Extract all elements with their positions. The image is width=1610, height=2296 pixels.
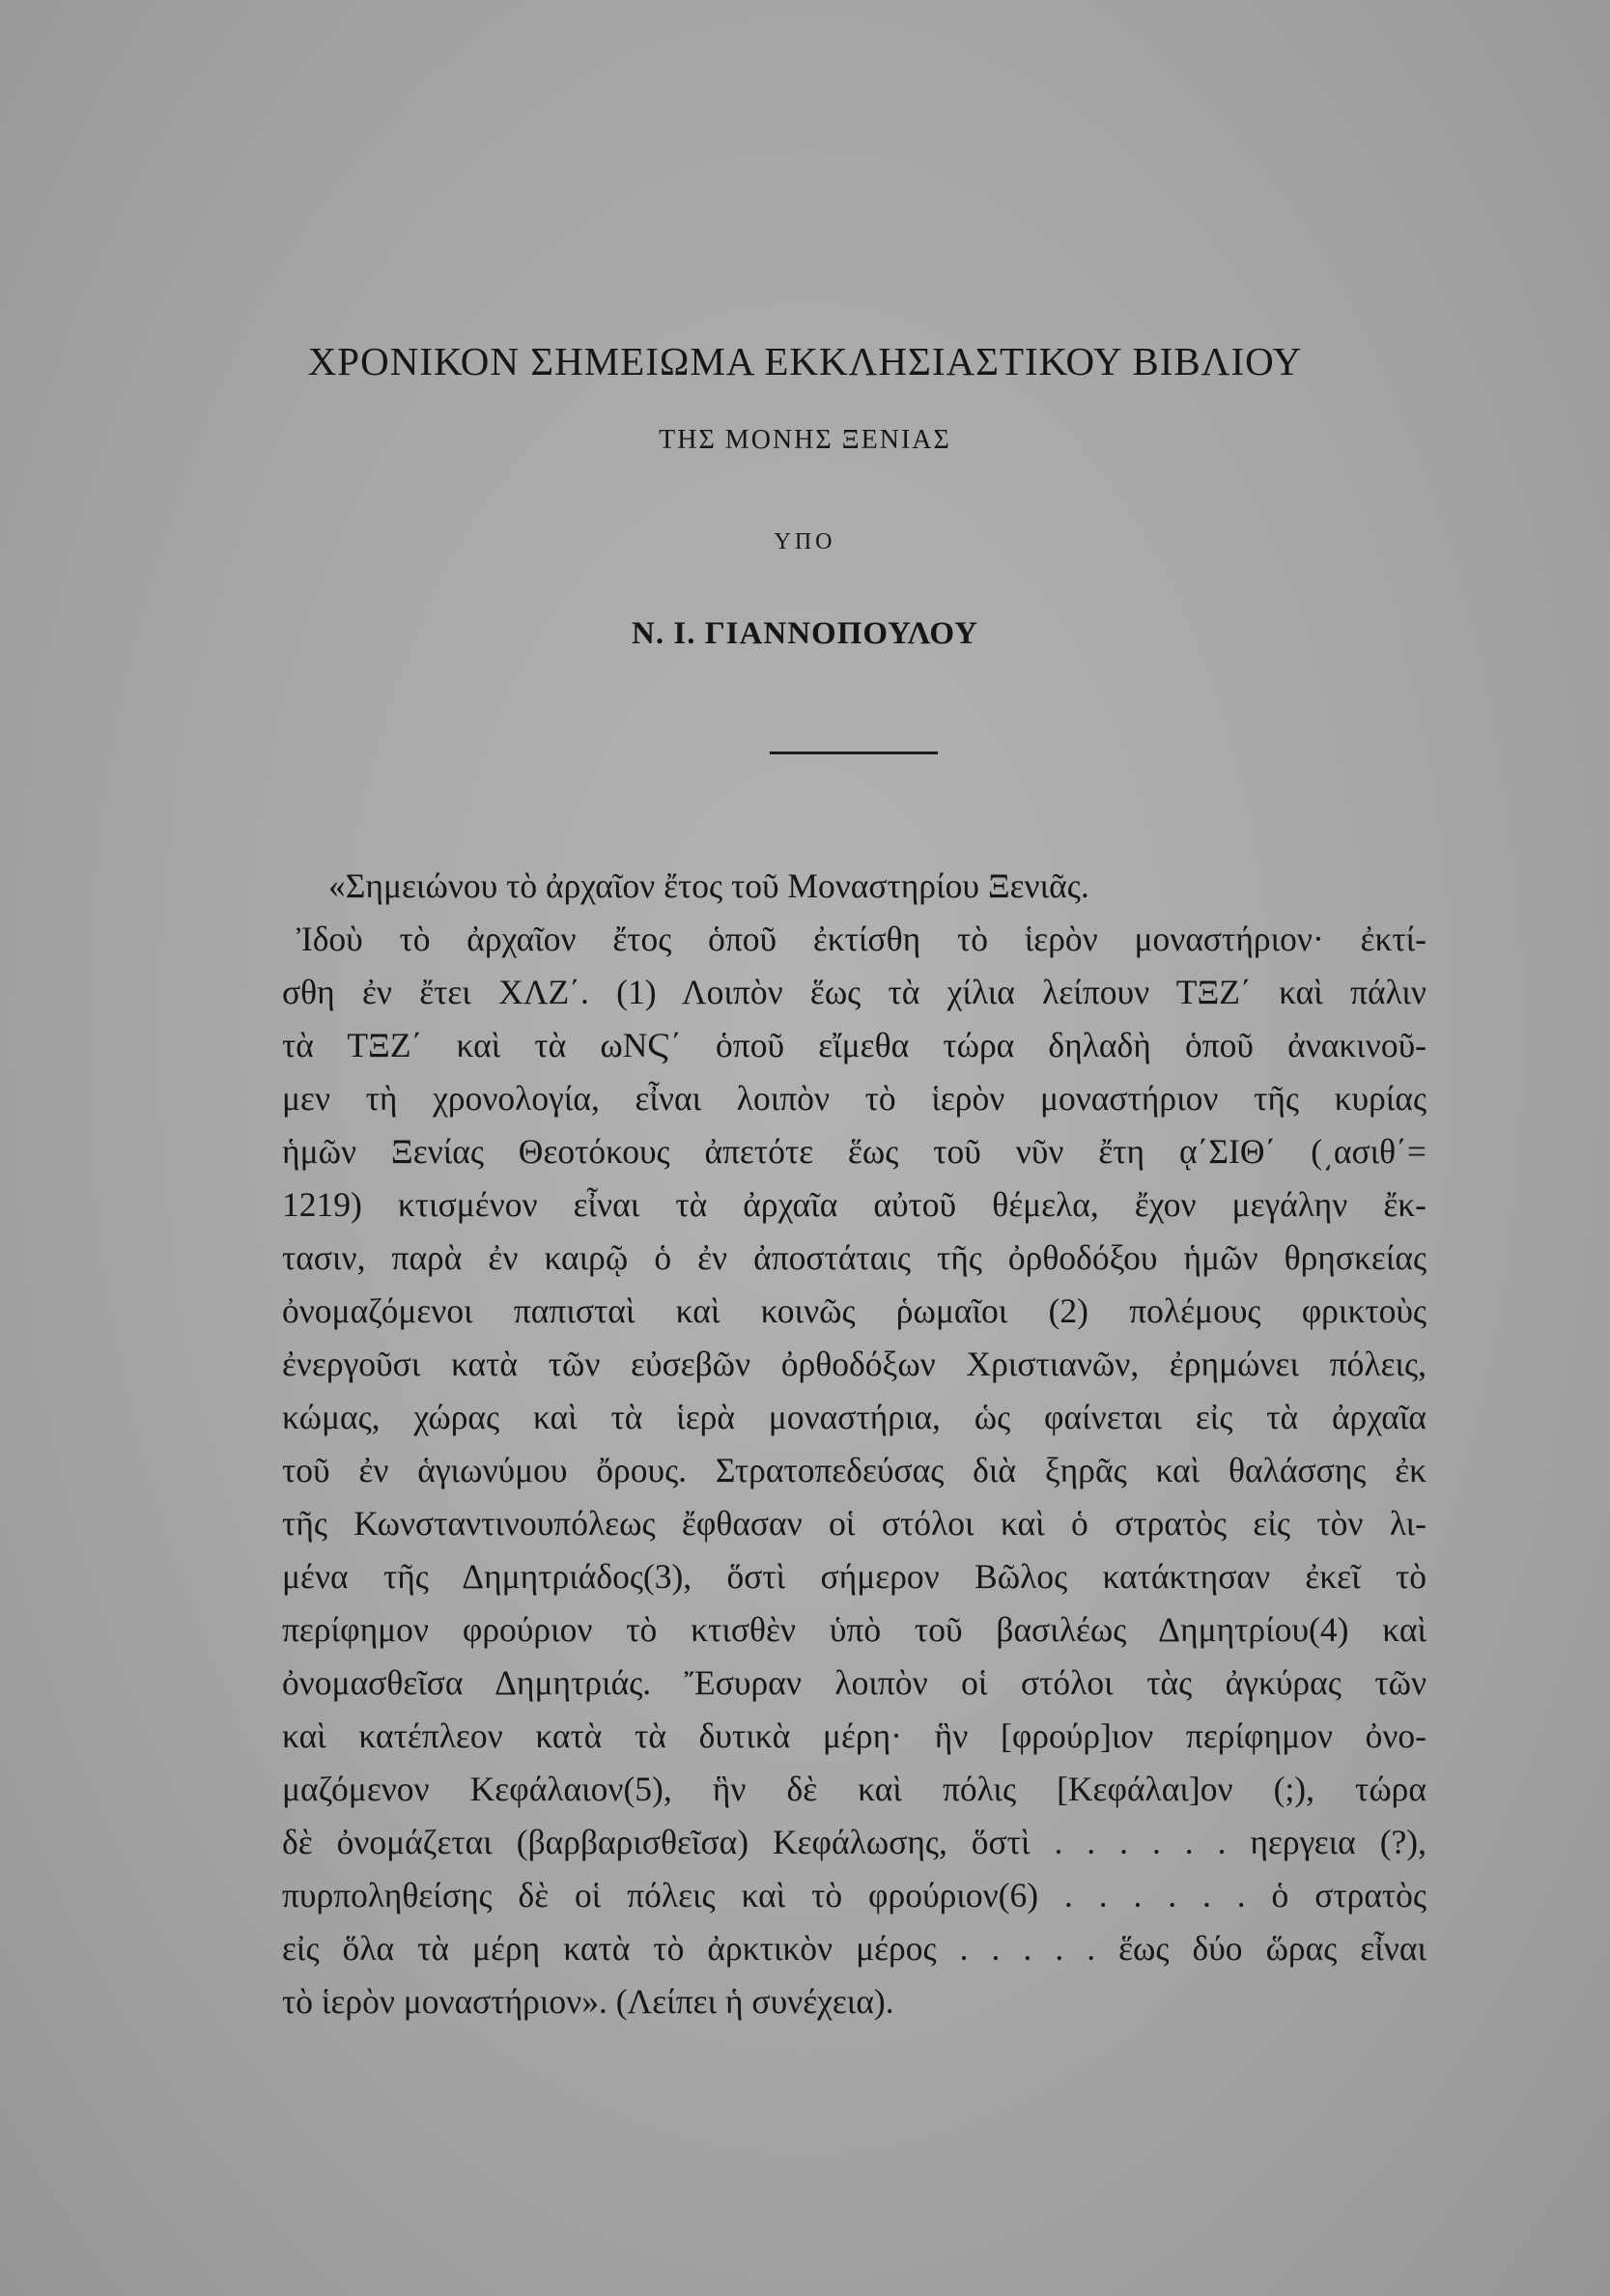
text-line: μένα τῆς Δημητριάδος(3), ὅστὶ σήμερον Βῶλος κατάκτησαν ἐκεῖ τὸ (282, 1557, 1426, 1596)
text-line: 1219) κτισμένον εἶναι τὰ ἀρχαῖα αὐτοῦ θέμελα, ἔχον μεγάλην ἔκ- (282, 1185, 1426, 1224)
text-line: τοῦ ἐν ἁγιωνύμου ὄρους. Στρατοπεδεύσας διὰ ξηρᾶς καὶ θαλάσσης ἐκ (282, 1451, 1426, 1489)
text-line: ὀνομασθεῖσα Δημητριάς. Ἔσυραν λοιπὸν οἱ στόλοι τὰς ἀγκύρας τῶν (282, 1663, 1426, 1702)
text-line: ὀνομαζόμενοι παπισταὶ καὶ κοινῶς ῥωμαῖοι (2) πολέμους φρικτοὺς (282, 1291, 1426, 1330)
text-line: μαζόμενον Κεφάλαιον(5), ἣν δὲ καὶ πόλις [Κεφάλαι]ον (;), τώρα (282, 1770, 1426, 1808)
text-line: μεν τὴ χρονολογία, εἶναι λοιπὸν τὸ ἱερὸν μοναστήριον τῆς κυρίας (282, 1079, 1426, 1118)
author-name: Ν. Ι. ΓΙΑΝΝΟΠΟΥΛΟΥ (632, 616, 978, 651)
text-line: τὸ ἱερὸν μοναστήριον». (Λείπει ἡ συνέχεια). (282, 1982, 894, 2021)
text-line: τὰ ΤΞΖ΄ καὶ τὰ ωΝϚ΄ ὁποῦ εἴμεθα τώρα δηλαδὴ ὁποῦ ἀνακινοῦ- (282, 1026, 1426, 1064)
document-title: ΧΡΟΝΙΚΟΝ ΣΗΜΕΙΩΜΑ ΕΚΚΛΗΣΙΑΣΤΙΚΟΥ ΒΙΒΛΙΟΥ (307, 339, 1303, 383)
body-text (282, 860, 1426, 2028)
text-line: σθη ἐν ἔτει ΧΛΖ΄. (1) Λοιπὸν ἕως τὰ χίλια λείπουν ΤΞΖ΄ καὶ πάλιν (282, 973, 1426, 1011)
text-line: τῆς Κωνσταντινουπόλεως ἔφθασαν οἱ στόλοι καὶ ὁ στρατὸς εἰς τὸν λι- (282, 1504, 1426, 1543)
text-line: ἡμῶν Ξενίας Θεοτόκους ἀπετότε ἕως τοῦ νῦν ἔτη ᾳ΄ΣΙΘ΄ (͵ασιθ΄= (282, 1132, 1426, 1171)
text-line: καὶ κατέπλεον κατὰ τὰ δυτικὰ μέρη· ἣν [φρούρ]ιον περίφημον ὀνο- (282, 1716, 1426, 1755)
text-line: περίφημον φρούριον τὸ κτισθὲν ὑπὸ τοῦ βασιλέως Δημητρίου(4) καὶ (282, 1610, 1426, 1649)
text-line: «Σημειώνου τὸ ἀρχαῖον ἔτος τοῦ Μοναστηρίου Ξενιᾶς. (328, 866, 1089, 905)
text-line: εἰς ὅλα τὰ μέρη κατὰ τὸ ἀρκτικὸν μέρος . . . . . ἕως δύο ὥρας εἶναι (282, 1929, 1426, 1968)
document-subtitle: ΤΗΣ ΜΟΝΗΣ ΞΕΝΙΑΣ (659, 425, 951, 455)
text-line: πυρποληθείσης δὲ οἱ πόλεις καὶ τὸ φρούριον(6) . . . . . . ὁ στρατὸς (282, 1876, 1426, 1914)
text-line: ἐνεργοῦσι κατὰ τῶν εὐσεβῶν ὀρθοδόξων Χριστιανῶν, ἐρημώνει πόλεις, (282, 1345, 1426, 1383)
text-line: κώμας, χώρας καὶ τὰ ἱερὰ μοναστήρια, ὡς φαίνεται εἰς τὰ ἀρχαῖα (282, 1398, 1426, 1436)
byline-label: ΥΠΟ (774, 529, 836, 554)
text-line: Ἰδοὺ τὸ ἀρχαῖον ἔτος ὁποῦ ἐκτίσθη τὸ ἱερὸν μοναστήριον· ἐκτί- (297, 920, 1426, 958)
text-line: τασιν, παρὰ ἐν καιρῷ ὁ ἐν ἀποστάταις τῆς ὀρθοδόξου ἡμῶν θρησκείας (282, 1238, 1426, 1277)
text-line: δὲ ὀνομάζεται (βαρβαρισθεῖσα) Κεφάλωσης, ὅστὶ . . . . . . ηεργεια (?), (282, 1823, 1426, 1861)
section-divider (770, 751, 938, 754)
